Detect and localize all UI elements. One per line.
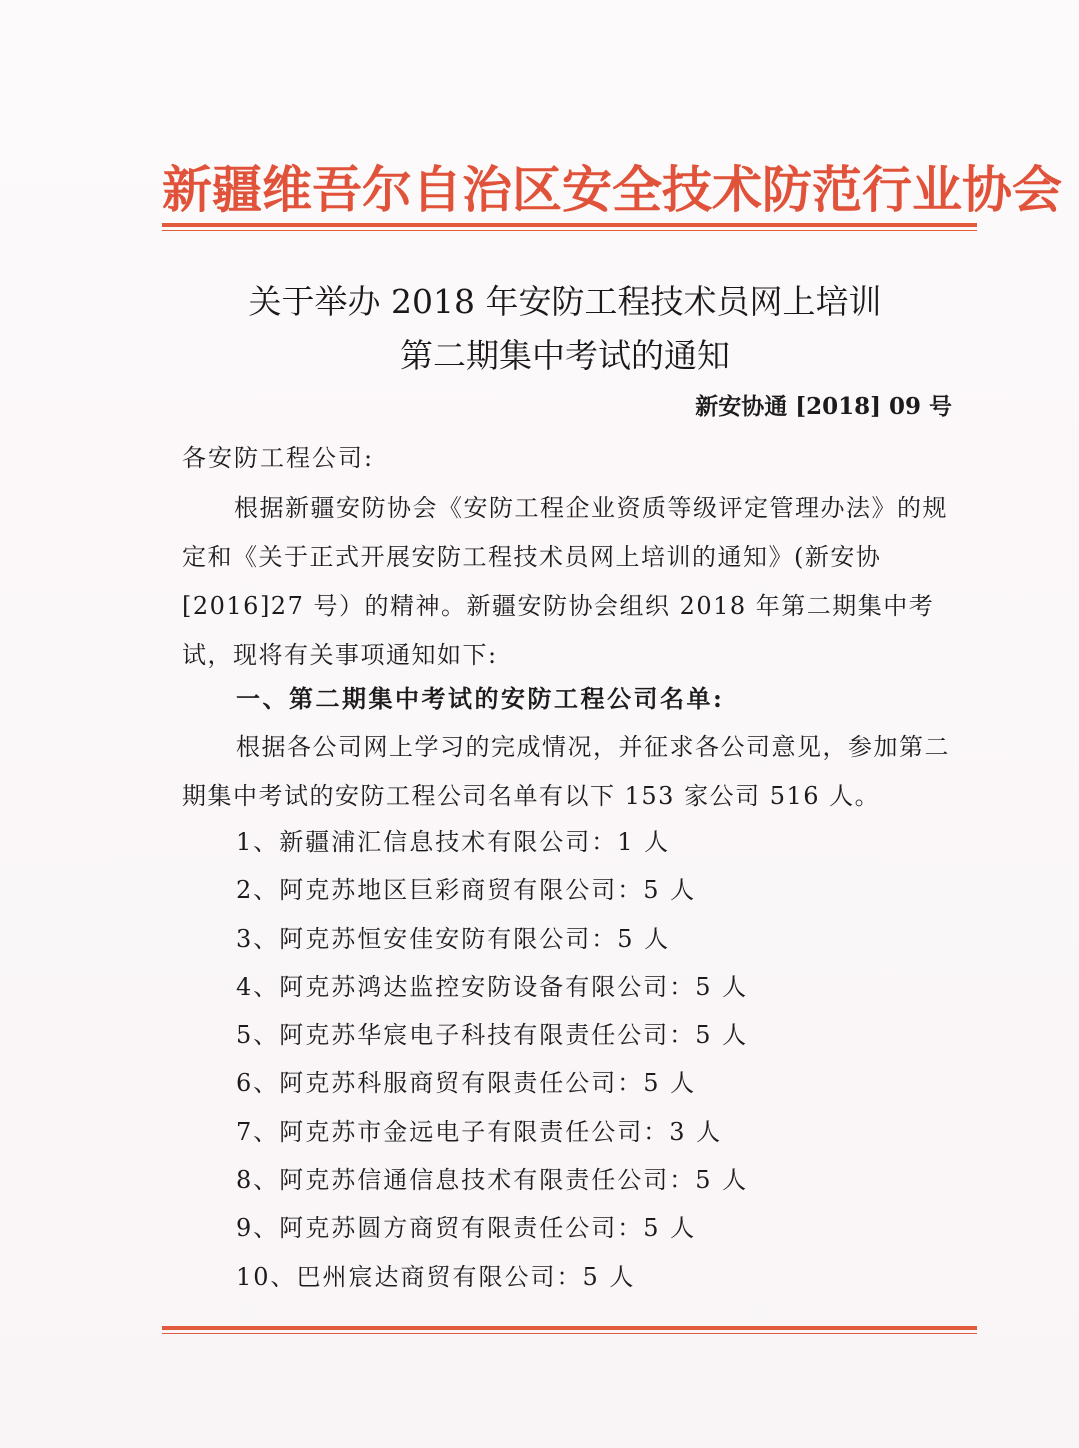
- document-number: 新安协通 [2018] 09 号: [695, 393, 952, 420]
- list-item: 6、阿克苏科服商贸有限责任公司：5 人: [236, 1069, 697, 1098]
- list-item: 5、阿克苏华宸电子科技有限责任公司：5 人: [236, 1021, 749, 1050]
- section-heading-1: 一、第二期集中考试的安防工程公司名单:: [236, 684, 725, 713]
- list-item: 9、阿克苏圆方商贸有限责任公司：5 人: [236, 1214, 697, 1243]
- list-item: 10、巴州宸达商贸有限公司：5 人: [236, 1262, 636, 1291]
- salutation: 各安防工程公司:: [182, 444, 375, 472]
- list-item: 8、阿克苏信通信息技术有限责任公司：5 人: [236, 1166, 749, 1195]
- list-item: 1、新疆浦汇信息技术有限公司：1 人: [236, 828, 671, 856]
- paragraph-company-summary: 根据各公司网上学习的完成情况，并征求各公司意见，参加第二期集中考试的安防工程公司名单有以下 153 家公司 516 人。: [182, 733, 950, 810]
- company-list: [236, 818, 748, 1301]
- letterhead-rule-thick: [162, 223, 977, 227]
- notice-title-line2: 第二期集中考试的通知: [400, 336, 730, 375]
- notice-title-line1: 关于举办 2018 年安防工程技术员网上培训: [248, 282, 882, 321]
- footer-rule-thin: [162, 1333, 977, 1334]
- footer-rule-thick: [162, 1326, 977, 1330]
- list-item: 3、阿克苏恒安佳安防有限公司：5 人: [236, 924, 671, 953]
- list-item: 7、阿克苏市金远电子有限责任公司：3 人: [236, 1117, 723, 1146]
- letterhead-title: 新疆维吾尔自治区安全技术防范行业协会: [162, 160, 1062, 219]
- list-item: 4、阿克苏鸿达监控安防设备有限公司：5 人: [236, 972, 749, 1001]
- paragraph-intro: 根据新疆安防协会《安防工程企业资质等级评定管理办法》的规定和《关于正式开展安防工程技术员网上培训的通知》(新安协[2016]27 号）的精神。新疆安防协会组织 2018 年第二期集中考试，现将有关事项通知如下:: [182, 494, 948, 669]
- letterhead-rule-thin: [162, 230, 977, 231]
- list-item: 2、阿克苏地区巨彩商贸有限公司：5 人: [236, 876, 697, 905]
